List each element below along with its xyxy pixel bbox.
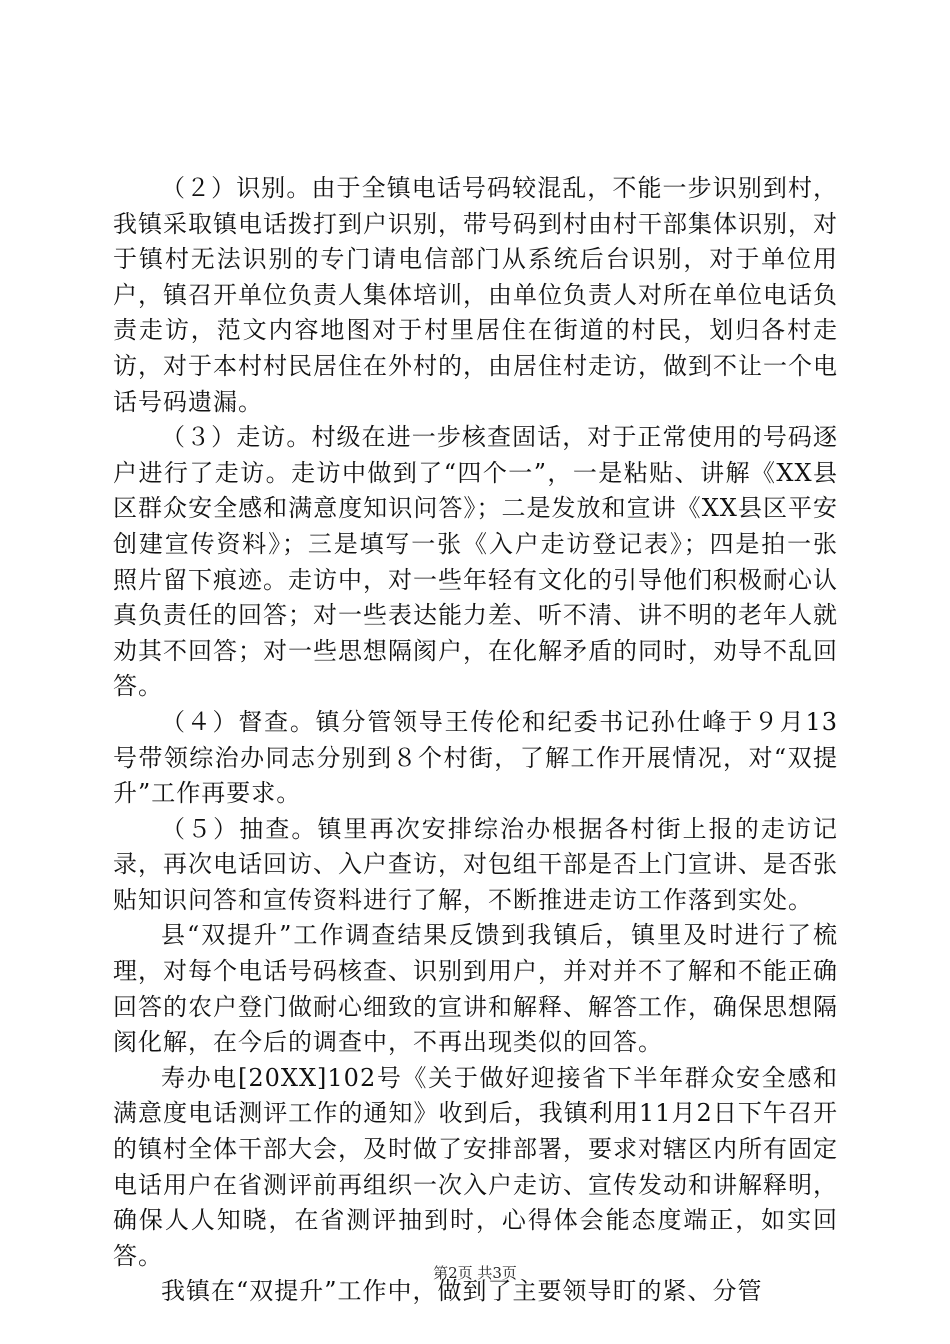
paragraph-visit: （３）走访。村级在进一步核查固话，对于正常使用的号码逐户进行了走访。走访中做到了“四个一”，一是粘贴、讲解《XX县区群众安全感和满意度知识问答》；二是发放和宣讲《XX县区平安创建宣传资料》；三是填写一张《入户走访登记表》；四是拍一张照片留下痕迹。走访中，对一些年轻有文化的引导他们积极耐心认真负责任的回答；对一些表达能力差、听不清、讲不明的老年人就劝其不回答；对一些思想隔阂户，在化解矛盾的同时，劝导不乱回答。 [113, 423, 838, 701]
paragraph-feedback: 县“双提升”工作调查结果反馈到我镇后，镇里及时进行了梳理，对每个电话号码核查、识别到用户，并对并不了解和不能正确回答的农户登门做耐心细致的宣讲和解释、解答工作，确保思想隔阂化解，在今后的调查中，不再出现类似的回答。 [113, 921, 838, 1057]
paragraph-notice: 寿办电[20XX]102号《关于做好迎接省下半年群众安全感和满意度电话测评工作的通知》收到后，我镇利用11月2日下午召开的镇村全体干部大会，及时做了安排部署，要求对辖区内所有固定电话用户在省测评前再组织一次入户走访、宣传发动和讲解释明，确保人人知晓，在省测评抽到时，心得体会能态度端正，如实回答。 [113, 1063, 838, 1270]
paragraph-spot-check: （５）抽查。镇里再次安排综治办根据各村街上报的走访记录，再次电话回访、入户查访，对包组干部是否上门宣讲、是否张贴知识问答和宣传资料进行了解，不断推进走访工作落到实处。 [113, 814, 838, 914]
paragraph-summary: 我镇在“双提升”工作中，做到了主要领导盯的紧、分管 [161, 1277, 763, 1306]
page-footer: 第2页 共3页 [433, 1264, 517, 1282]
paragraph-supervise: （４）督查。镇分管领导王传伦和纪委书记孙仕峰于９月13号带领综治办同志分别到８个村街，了解工作开展情况，对“双提升”工作再要求。 [113, 707, 838, 808]
paragraph-identify: （２）识别。由于全镇电话号码较混乱，不能一步识别到村，我镇采取镇电话拨打到户识别，带号码到村由村干部集体识别，对于镇村无法识别的专门请电信部门从系统后台识别，对于单位用户，镇召开单位负责人集体培训，由单位负责人对所在单位电话负责走访，范文内容地图对于村里居住在街道的村民，划归各村走访，对于本村村民居住在外村的，由居住村走访，做到不让一个电话号码遗漏。 [113, 174, 838, 416]
document-body [113, 171, 838, 1310]
